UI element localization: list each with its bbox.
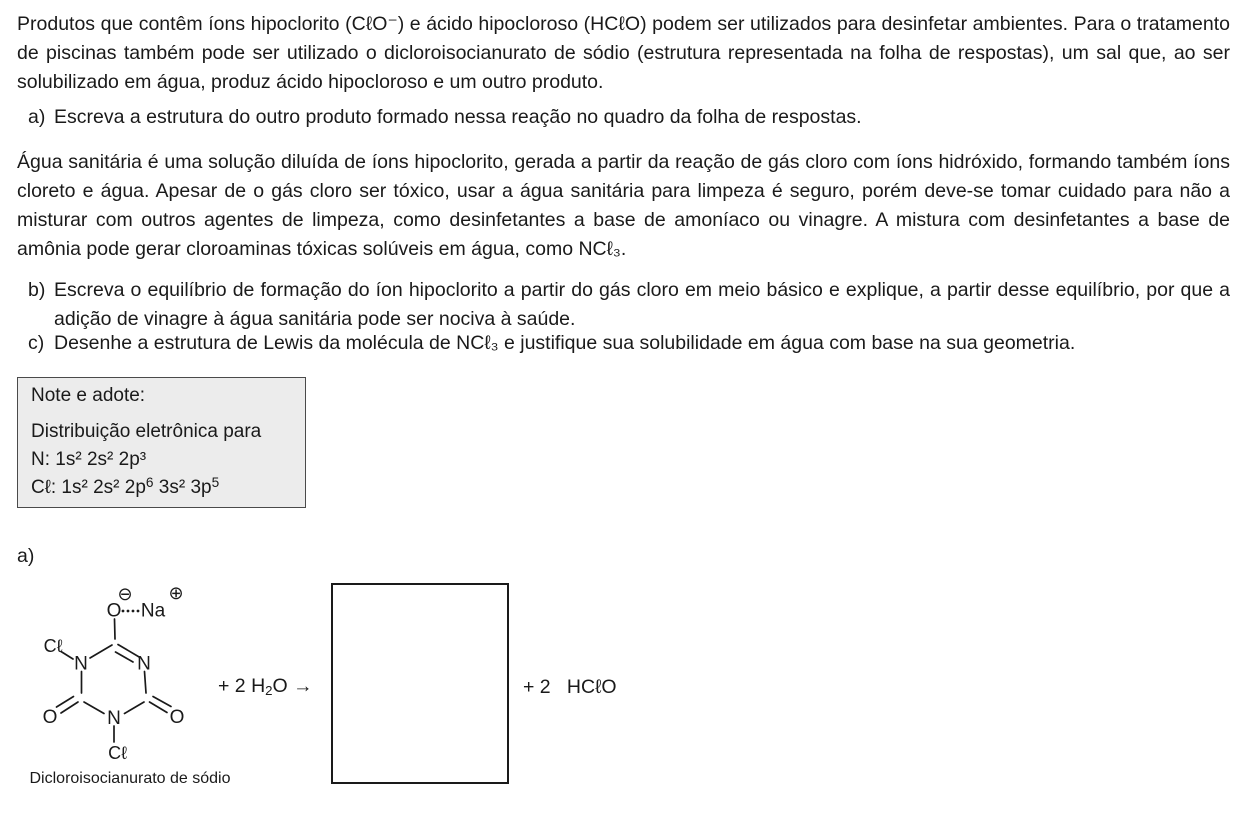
negative-charge-icon: ⊖ (117, 584, 133, 604)
atom-cl-bottom: Cℓ (108, 743, 127, 763)
second-paragraph: Água sanitária é uma solução diluída de íons hipoclorito, gerada a partir da reação de gás cloro com íons hidróxido, formando também íons cloreto e água. Apesar de o gás cloro ser tóxico, usar a água sanitária para limpeza é seguro, porém deve-se tomar cuidado para não a misturar com outros agentes de limpeza, como desinfetantes a base de amoníaco ou vinagre. A mistura com desinfetantes a base de amônia pode gerar cloroaminas tóxicas solúveis em água, como NCℓ₃. (17, 151, 1230, 260)
atom-na: Na (140, 600, 166, 622)
atom-n-right: N (137, 653, 151, 675)
answer-box[interactable] (331, 583, 509, 784)
answer-section-label: a) (17, 545, 35, 567)
note-electron-config-cl: Cℓ: 1s² 2s² $2p^6$ 3s² $3p^5$ (31, 474, 220, 498)
question-item-b (17, 276, 1230, 334)
item-a-text: Escreva a estrutura do outro produto formado nessa reação no quadro da folha de respostas. (54, 106, 862, 128)
note-box-title: Note e adote: (31, 385, 146, 406)
note-electron-config-n: N: 1s² 2s² 2p³ (31, 449, 147, 470)
note-electron-distribution-intro: Distribuição eletrônica para (31, 421, 262, 442)
note-box (17, 377, 306, 508)
atom-o-right: O (169, 707, 185, 728)
question-item-c (17, 329, 1230, 358)
item-c-text: Desenhe a estrutura de Lewis da molécula de NCℓ₃ e justifique sua solubilidade em água com base na sua geometria. (54, 332, 1076, 354)
atom-n-left: N (74, 653, 88, 675)
item-c-label: c) (28, 332, 45, 354)
atom-cl-top: Cℓ (43, 636, 63, 656)
intro-paragraph: Produtos que contêm íons hipoclorito (CℓO⁻) e ácido hipocloroso (HCℓO) podem ser utilizados para desinfetar ambientes. Para o tratamento de piscinas também pode ser utilizado o dicloroisocianurato de sódio (estrutura representada na folha de respostas), um sal que, ao ser solubilizado em água, produz ácido hipocloroso e um outro produto. (17, 13, 1230, 93)
reactant-water-text: + 2 $H_2O$ → (218, 675, 313, 698)
ionic-bond-dots (122, 610, 140, 613)
product-hclo-text: + 2 HCℓO (523, 676, 617, 698)
item-b-label: b) (28, 279, 46, 301)
molecule-caption: Dicloroisocianurato de sódio (29, 770, 231, 787)
atom-n-bottom: N (107, 708, 121, 729)
atom-o-top: O (106, 600, 122, 622)
item-b-text: Escreva o equilíbrio de formação do íon hipoclorito a partir do gás cloro em meio básico e explique, a partir desse equilíbrio, por que a adição de vinagre à água sanitária pode ser nociva à saúde. (54, 279, 1230, 330)
item-a-label: a) (28, 106, 46, 128)
atom-o-left: O (42, 707, 58, 728)
question-item-a (17, 103, 1230, 132)
positive-charge-icon: ⊕ (168, 583, 184, 603)
